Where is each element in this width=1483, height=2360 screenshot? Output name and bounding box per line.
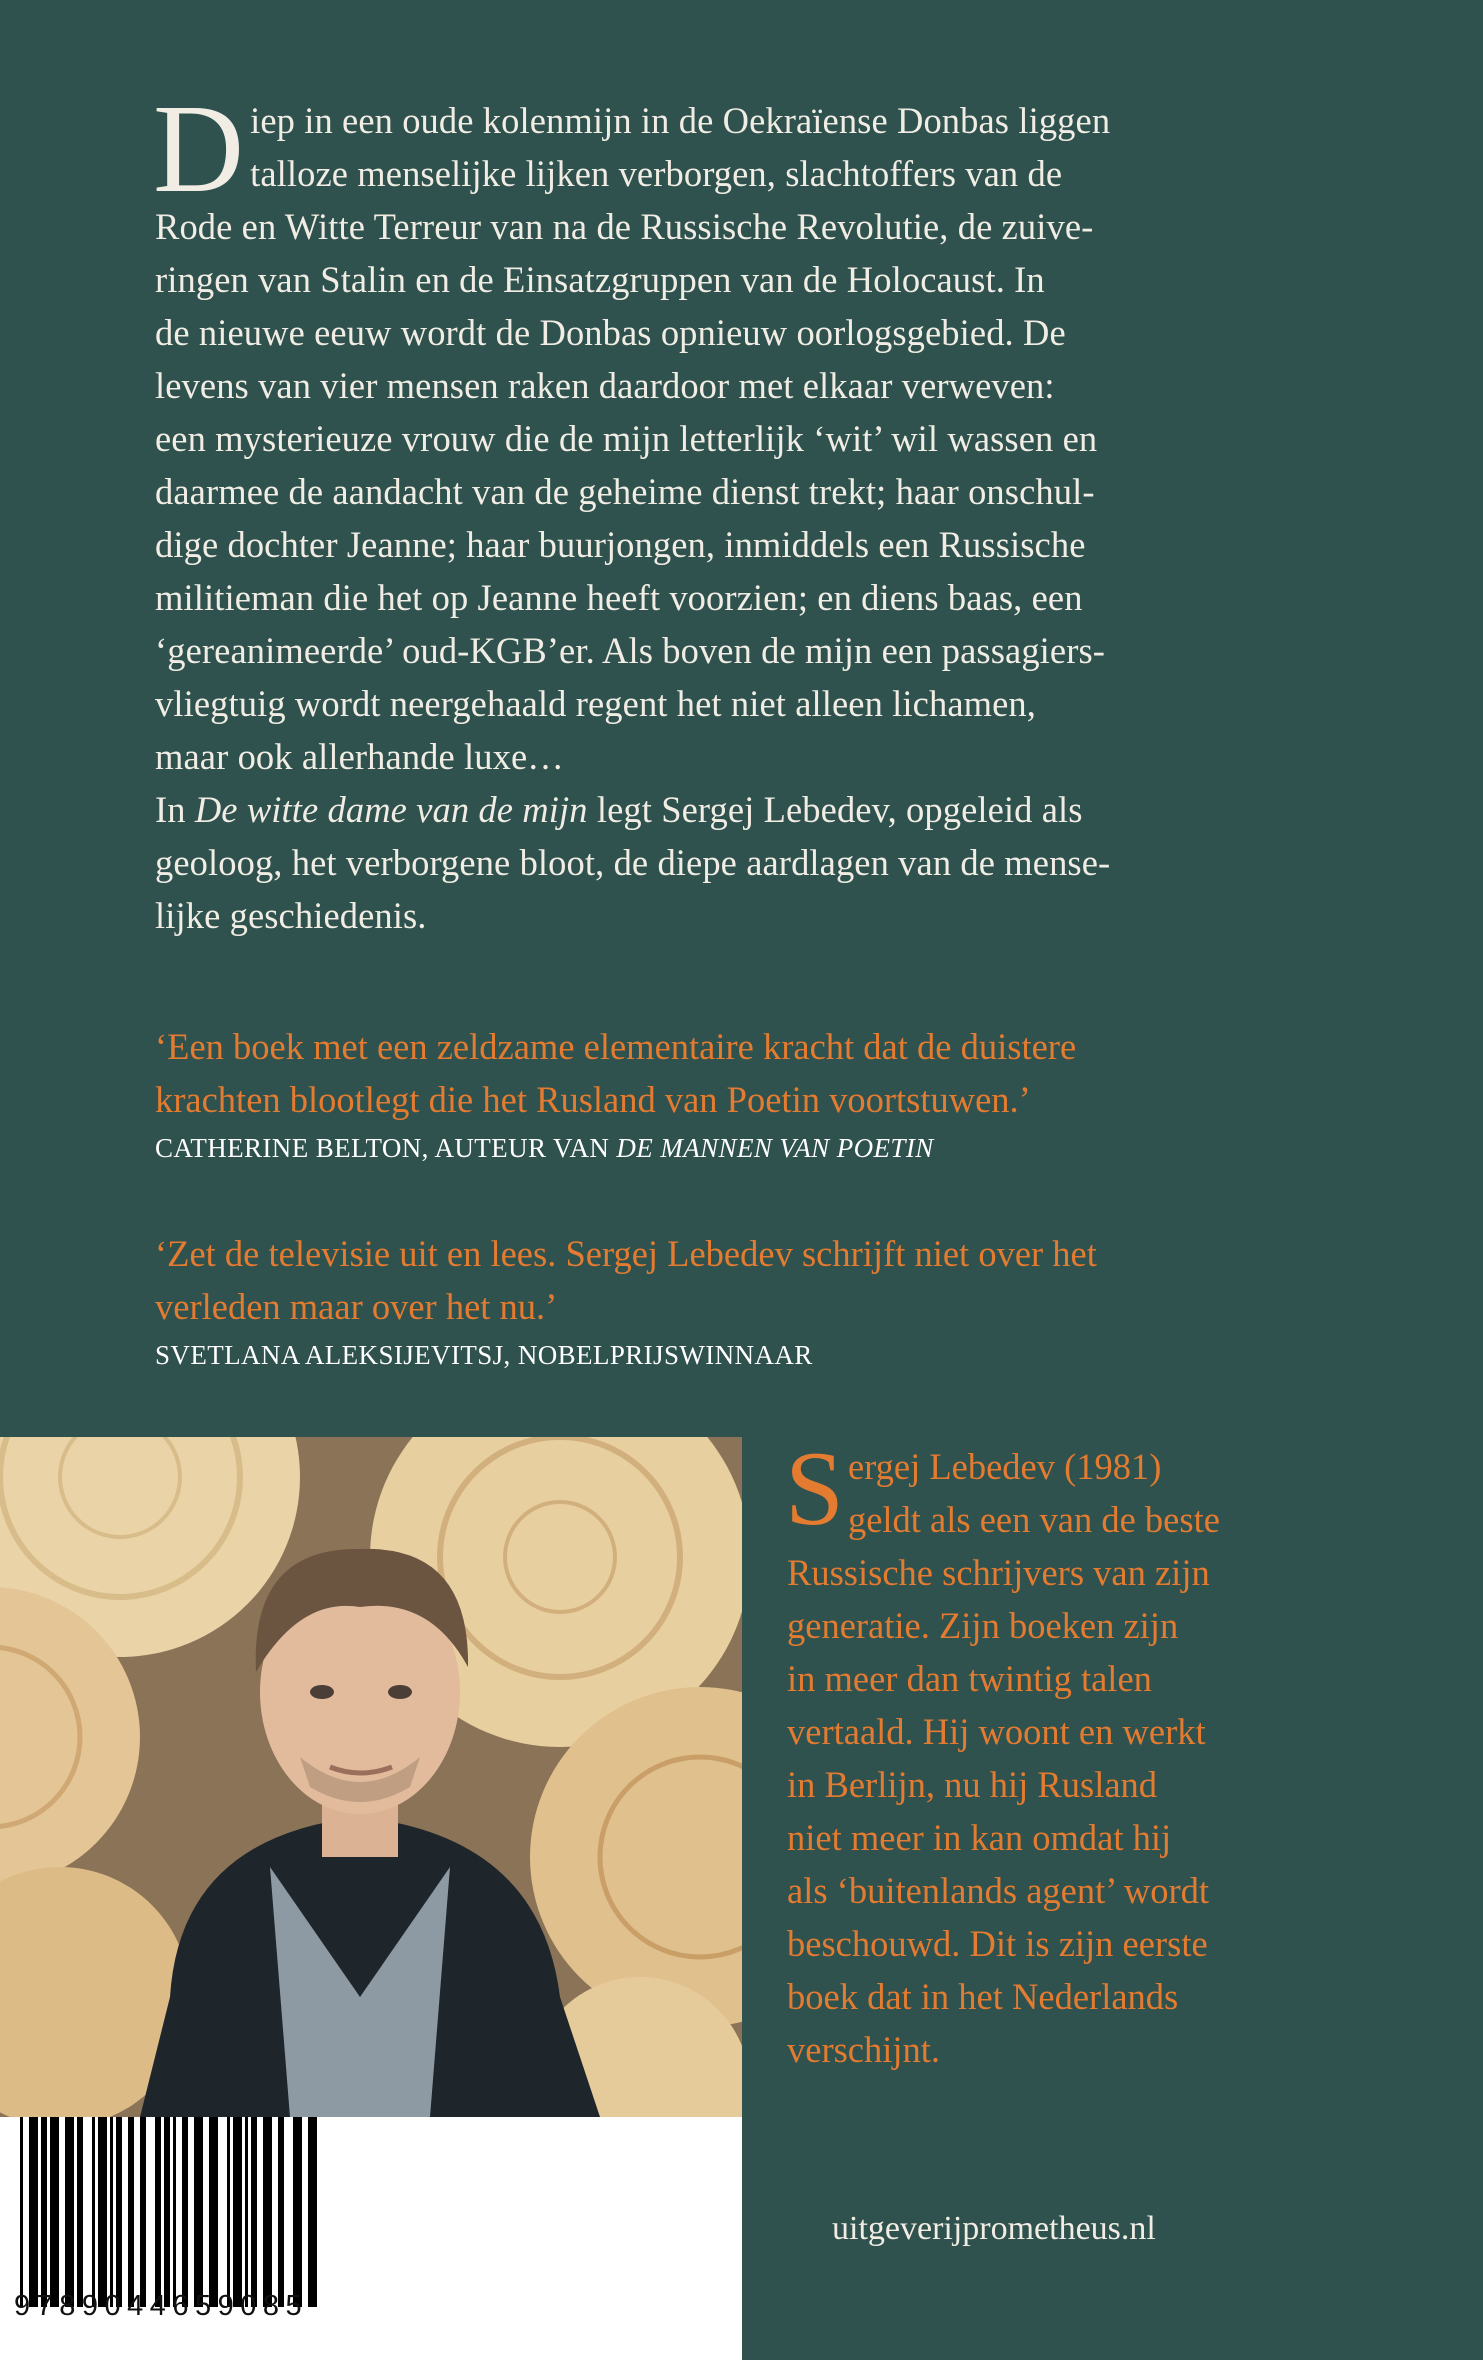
bio-line: geldt als een van de beste xyxy=(847,1499,1220,1540)
quote-source: DE MANNEN VAN POETIN xyxy=(616,1133,934,1163)
barcode-bar xyxy=(98,2117,107,2307)
blurb-line: daarmee de aandacht van de geheime dienst trekt; haar onschul- xyxy=(155,471,1095,512)
blurb-rest: legt Sergej Lebedev, opgeleid als xyxy=(587,789,1083,830)
bio-line: beschouwd. Dit is zijn eerste xyxy=(787,1923,1208,1964)
bio-line: in meer dan twintig talen xyxy=(787,1658,1152,1699)
blurb-line: ringen van Stalin en de Einsatzgruppen van de Holocaust. In xyxy=(155,259,1045,300)
barcode-bar xyxy=(41,2117,47,2307)
blurb-dropcap: D xyxy=(153,80,245,219)
barcode-bar xyxy=(227,2117,230,2307)
barcode-bar xyxy=(209,2117,218,2307)
blurb-line: vliegtuig wordt neergehaald regent het niet alleen lichamen, xyxy=(155,683,1036,724)
blurb-line: lijke geschiedenis. xyxy=(155,895,427,936)
blurb-line: een mysterieuze vrouw die de mijn letterlijk ‘wit’ wil wassen en xyxy=(155,418,1098,459)
isbn-number: 9789044659085 xyxy=(14,2290,309,2322)
quote-2-attribution xyxy=(155,1340,813,1371)
author-photo-illustration xyxy=(0,1437,742,2117)
bio-line: ergej Lebedev (1981) xyxy=(847,1446,1162,1487)
blurb-line: ‘gereanimeerde’ oud-KGB’er. Als boven de mijn een passagiers- xyxy=(155,630,1106,671)
barcode-bar xyxy=(110,2117,113,2307)
blurb-line: talloze menselijke lijken verborgen, slachtoffers van de xyxy=(250,153,1063,194)
quote-author-suffix: , AUTEUR VAN xyxy=(421,1133,617,1163)
blurb-line: militieman die het op Jeanne heeft voorzien; en diens baas, een xyxy=(155,577,1083,618)
author-photo xyxy=(0,1437,742,2117)
publisher-website[interactable]: uitgeverijprometheus.nl xyxy=(832,2210,1156,2247)
barcode-bar xyxy=(164,2117,170,2307)
barcode-bar xyxy=(263,2117,272,2307)
barcode-bar xyxy=(77,2117,83,2307)
bio-line: generatie. Zijn boeken zijn xyxy=(787,1605,1179,1646)
isbn-barcode xyxy=(0,2117,742,2307)
bio-line: vertaald. Hij woont en werkt xyxy=(787,1711,1206,1752)
blurb-line: de nieuwe eeuw wordt de Donbas opnieuw oorlogsgebied. De xyxy=(155,312,1066,353)
blurb-line xyxy=(155,783,1335,836)
barcode-bar xyxy=(245,2117,248,2307)
author-bio xyxy=(785,1430,1347,2076)
barcode-bar xyxy=(50,2117,59,2307)
barcode-bar xyxy=(182,2117,188,2307)
barcode-bar xyxy=(65,2117,74,2307)
quote-line: verleden maar over het nu.’ xyxy=(155,1286,558,1327)
quote-line: ‘Een boek met een zeldzame elementaire kracht dat de duistere xyxy=(155,1026,1077,1067)
bio-line: Russische schrijvers van zijn xyxy=(787,1552,1210,1593)
barcode-bar xyxy=(20,2117,23,2307)
barcode-bar xyxy=(173,2117,176,2307)
barcode-bar xyxy=(116,2117,122,2307)
bio-line: als ‘buitenlands agent’ wordt xyxy=(787,1870,1209,1911)
blurb-prefix: In xyxy=(155,789,195,830)
barcode-panel xyxy=(0,2117,742,2360)
barcode-bar xyxy=(29,2117,38,2307)
quote-line: krachten blootlegt die het Rusland van Poetin voortstuwen.’ xyxy=(155,1079,1031,1120)
blurb-line: dige dochter Jeanne; haar buurjongen, inmiddels een Russische xyxy=(155,524,1086,565)
barcode-bar xyxy=(293,2117,302,2307)
barcode-bar xyxy=(308,2117,317,2307)
bio-dropcap: S xyxy=(785,1430,844,1547)
barcode-bar xyxy=(140,2117,146,2307)
blurb-line: maar ook allerhande luxe… xyxy=(155,736,564,777)
barcode-bar xyxy=(155,2117,161,2307)
blurb xyxy=(153,80,1335,942)
barcode-bar xyxy=(278,2117,284,2307)
barcode-bar xyxy=(251,2117,257,2307)
quote-line: ‘Zet de televisie uit en lees. Sergej Lebedev schrijft niet over het xyxy=(155,1233,1097,1274)
blurb-paragraph-2 xyxy=(155,783,1335,942)
bio-line: boek dat in het Nederlands xyxy=(787,1976,1179,2017)
bio-line: in Berlijn, nu hij Rusland xyxy=(787,1764,1158,1805)
barcode-bar xyxy=(194,2117,203,2307)
quote-1-attribution xyxy=(155,1133,934,1164)
blurb-line: geoloog, het verborgene bloot, de diepe aardlagen van de mense- xyxy=(155,842,1111,883)
quote-author: SVETLANA ALEKSIJEVITSJ, NOBELPRIJSWINNAAR xyxy=(155,1340,813,1370)
barcode-bar xyxy=(233,2117,242,2307)
bio-line: verschijnt. xyxy=(787,2029,941,2070)
review-quote-2 xyxy=(155,1227,1355,1333)
bio-line: niet meer in kan omdat hij xyxy=(787,1817,1172,1858)
blurb-line: iep in een oude kolenmijn in de Oekraïense Donbas liggen xyxy=(250,100,1111,141)
blurb-line: Rode en Witte Terreur van na de Russische Revolutie, de zuive- xyxy=(155,206,1094,247)
blurb-line: levens van vier mensen raken daardoor met elkaar verweven: xyxy=(155,365,1055,406)
barcode-bar xyxy=(128,2117,134,2307)
barcode-bar xyxy=(92,2117,95,2307)
book-title: De witte dame van de mijn xyxy=(194,789,588,830)
quote-author: CATHERINE BELTON xyxy=(155,1133,422,1163)
blurb-paragraph-1 xyxy=(153,80,1335,783)
review-quote-1 xyxy=(155,1020,1355,1126)
